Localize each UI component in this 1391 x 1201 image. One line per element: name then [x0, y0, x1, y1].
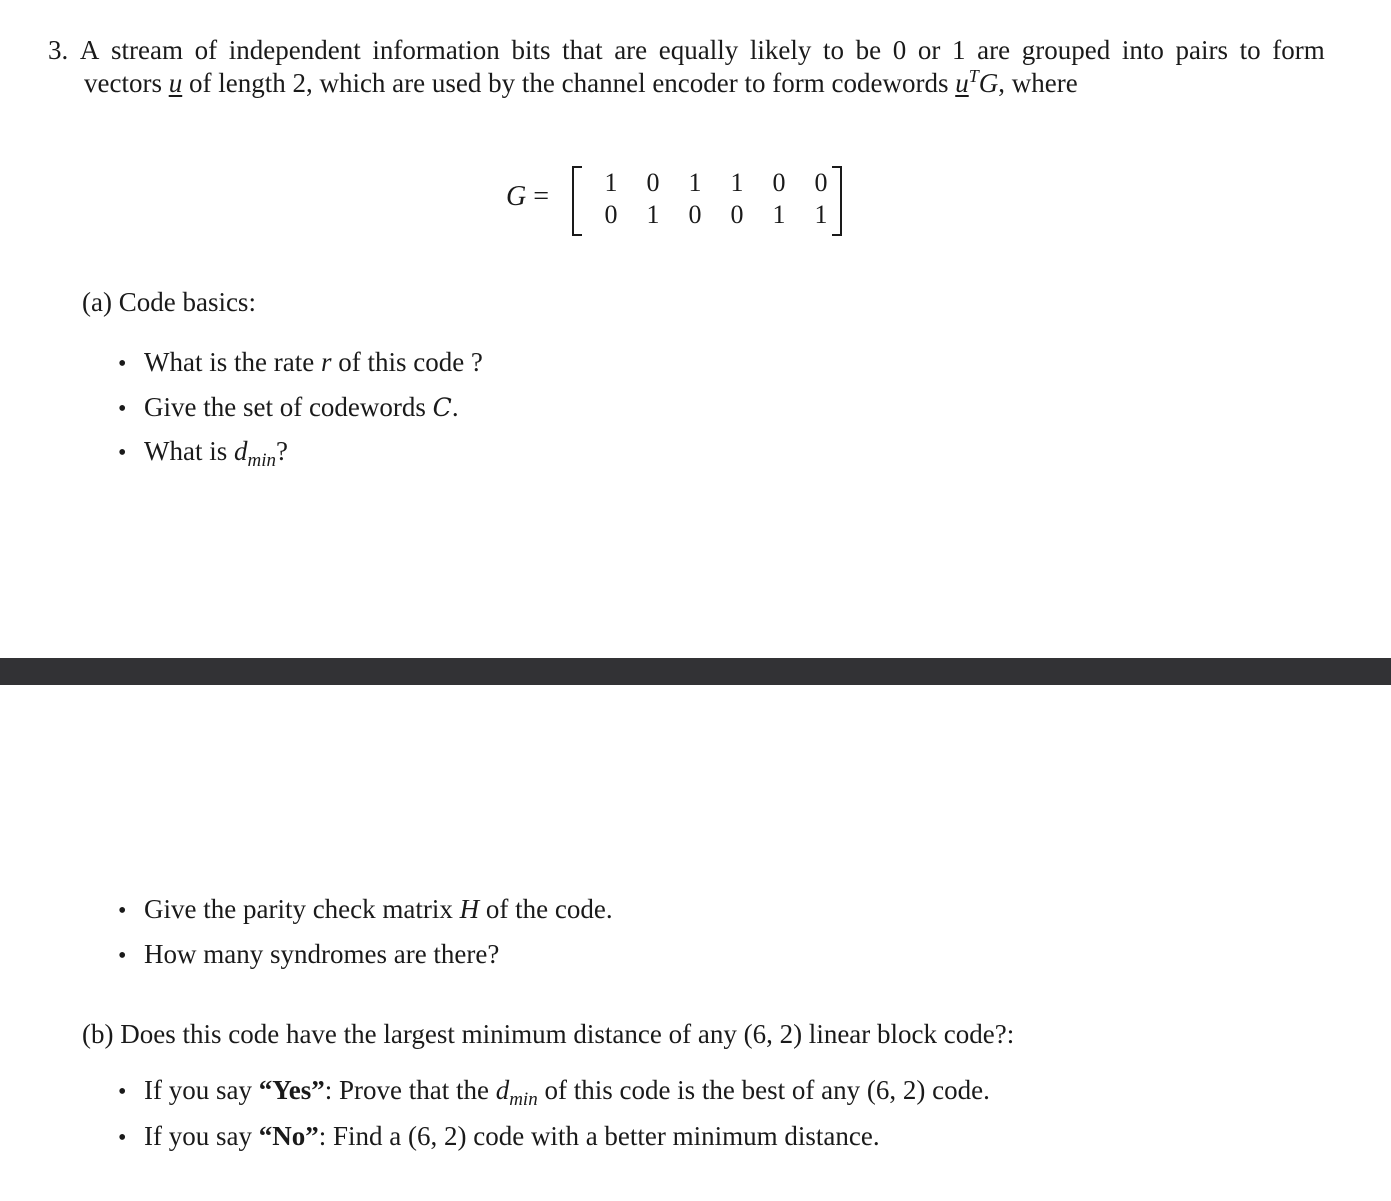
- word: to: [1239, 35, 1261, 65]
- bullet: •: [118, 440, 127, 466]
- math-number: 0: [892, 35, 907, 65]
- matrix-cell: 1: [772, 200, 786, 229]
- word: that: [562, 35, 603, 65]
- word: independent: [228, 35, 361, 65]
- text: What is the rate: [144, 347, 321, 377]
- text: of this code is the best of any (6, 2) code.: [537, 1075, 990, 1105]
- word: are: [614, 35, 648, 65]
- word: or: [917, 35, 941, 65]
- text: , where: [998, 68, 1078, 98]
- list-item: [118, 938, 499, 973]
- matrix-cell: 0: [730, 200, 744, 229]
- equals-sign: =: [533, 181, 550, 212]
- page-divider-bar: [0, 658, 1391, 685]
- problem-line-1: [48, 34, 1325, 67]
- matrix-symbol-g: G: [978, 68, 999, 98]
- text: : Prove that the: [324, 1075, 496, 1105]
- matrix-cell: 1: [814, 200, 828, 229]
- word: pairs: [1175, 35, 1228, 65]
- matrix-cell: 0: [814, 168, 828, 197]
- matrix-cell: 0: [688, 200, 702, 229]
- text: Give the set of codewords: [144, 392, 433, 422]
- text: of the code.: [479, 894, 613, 924]
- text: What is: [144, 436, 234, 466]
- text: of this code ?: [331, 347, 483, 377]
- text: ?: [275, 436, 288, 466]
- bullet: •: [118, 351, 127, 377]
- bullet: •: [118, 1079, 127, 1105]
- bullet: •: [118, 396, 127, 422]
- word: likely: [749, 35, 812, 65]
- variable-r: r: [320, 347, 332, 377]
- codeword-set-symbol: C: [432, 393, 452, 422]
- text: .: [451, 392, 459, 422]
- matrix-symbol-g: G: [506, 181, 527, 212]
- transpose-superscript: T: [968, 66, 979, 86]
- problem-line-2: [84, 67, 1078, 100]
- variable-h: H: [459, 894, 480, 924]
- bold-no: “No”: [258, 1121, 319, 1151]
- word: grouped: [1021, 35, 1111, 65]
- word: stream: [111, 35, 183, 65]
- part-b-title: (b) Does this code have the largest minimum distance of any (6, 2) linear block code?:: [82, 1019, 1015, 1049]
- subscript-min: min: [247, 450, 276, 471]
- list-item: [118, 346, 483, 381]
- matrix-cell: 0: [646, 168, 660, 197]
- matrix-grid: [590, 168, 842, 232]
- math-number: 1: [952, 35, 966, 65]
- list-item: [118, 435, 288, 470]
- word: to: [823, 35, 845, 65]
- list-item: [118, 1120, 880, 1155]
- variable-d: d: [233, 436, 248, 466]
- bullet: •: [118, 1125, 127, 1151]
- part-a-title: (a) Code basics:: [82, 287, 256, 317]
- list-item: [118, 391, 459, 426]
- word: bits: [511, 35, 551, 65]
- word: be: [855, 35, 882, 65]
- matrix-label: [506, 181, 549, 213]
- matrix-cell: 1: [604, 168, 618, 197]
- problem-number: 3.: [48, 35, 69, 65]
- list-item: [118, 893, 613, 928]
- word: of: [194, 35, 218, 65]
- text: If you say: [144, 1121, 259, 1151]
- list-item: [118, 1074, 990, 1109]
- word: equally: [658, 35, 739, 65]
- matrix-cell: 0: [604, 200, 618, 229]
- text: If you say: [144, 1075, 259, 1105]
- left-bracket: [572, 166, 582, 236]
- word: A: [79, 35, 100, 65]
- text: vectors: [84, 68, 169, 98]
- matrix-cell: 1: [730, 168, 744, 197]
- right-bracket: [832, 166, 842, 236]
- variable-d: d: [495, 1075, 510, 1105]
- vector-u: u: [168, 68, 183, 98]
- matrix-cell: 1: [646, 200, 660, 229]
- text: : Find a (6, 2) code with a better minimum distance.: [318, 1121, 880, 1151]
- matrix-cell: 1: [688, 168, 702, 197]
- text: Give the parity check matrix: [144, 894, 460, 924]
- text: How many syndromes are there?: [144, 939, 500, 969]
- subscript-min: min: [509, 1089, 538, 1110]
- word: form: [1272, 35, 1325, 65]
- vector-u: u: [955, 68, 969, 98]
- bullet: •: [118, 943, 127, 969]
- matrix-cell: 0: [772, 168, 786, 197]
- bold-yes: “Yes”: [258, 1075, 325, 1105]
- text: of length 2, which are used by the channel encoder to form codewords: [182, 68, 956, 98]
- word: information: [372, 35, 500, 65]
- word: are: [977, 35, 1011, 65]
- word: into: [1121, 35, 1164, 65]
- bullet: •: [118, 898, 127, 924]
